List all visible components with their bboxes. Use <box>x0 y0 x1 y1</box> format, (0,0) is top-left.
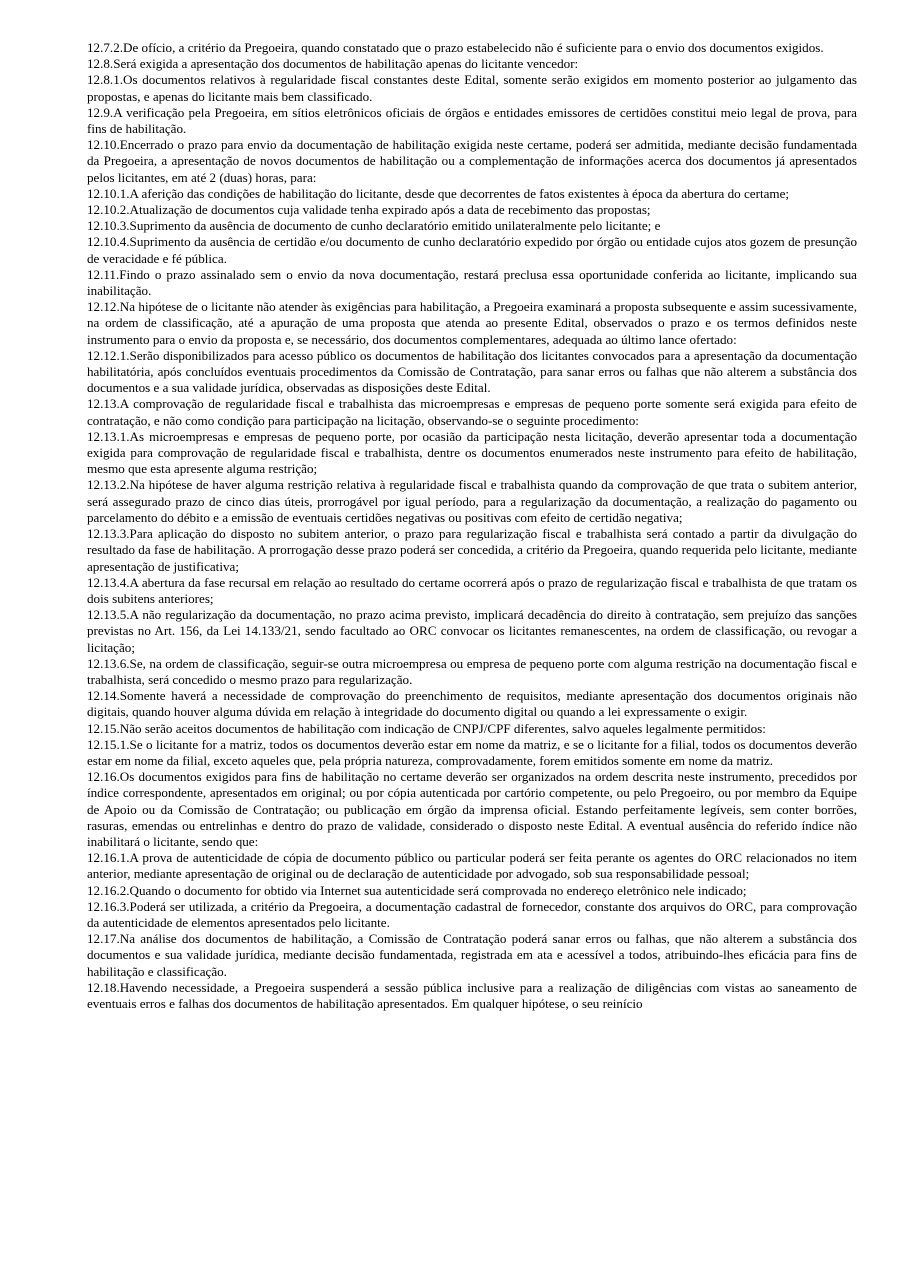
paragraph: 12.16.3.Poderá ser utilizada, a critério da Pregoeira, a documentação cadastral de fornecedor, constante dos arquivos do ORC, para comprovação da autenticidade de elementos apresentados pelo licitante. <box>87 898 857 930</box>
document-page <box>87 40 857 1012</box>
paragraph: 12.10.1.A aferição das condições de habilitação do licitante, desde que decorrentes de fatos existentes à época da abertura do certame; <box>87 185 790 201</box>
paragraph: 12.16.Os documentos exigidos para fins de habilitação no certame deverão ser organizados na ordem descrita neste instrumento, precedidos por índice correspondente, apresentados em original; ou por cópia autenticada por cartório competente, ou pelo Pregoeiro, ou por membro da Equipe de Apoio ou da Comissão de Contratação; ou publicação em órgão da imprensa oficial. Estando perfeitamente legíveis, sem conter borrões, rasuras, emendas ou entrelinhas e dentro do prazo de validade, considerado o disposto neste Edital. A eventual ausência do referido índice não inabilitará o licitante, sendo que: <box>87 769 857 849</box>
paragraph: 12.10.2.Atualização de documentos cuja validade tenha expirado após a data de recebimento das propostas; <box>87 202 651 218</box>
paragraph: 12.7.2.De ofício, a critério da Pregoeira, quando constatado que o prazo estabelecido não é suficiente para o envio dos documentos exigidos. <box>87 40 824 55</box>
paragraph: 12.15.Não serão aceitos documentos de habilitação com indicação de CNPJ/CPF diferentes, salvo aqueles legalmente permitidos: <box>87 720 766 736</box>
paragraph: 12.10.4.Suprimento da ausência de certidão e/ou documento de cunho declaratório expedido por órgão ou entidade cujos atos gozem de presunção de veracidade e fé pública. <box>87 234 857 266</box>
paragraph: 12.13.3.Para aplicação do disposto no subitem anterior, o prazo para regularização fiscal e trabalhista será contado a partir da divulgação do resultado da fase de habilitação. A prorrogação desse prazo poderá ser concedida, a critério da Pregoeira, quando requerida pelo licitante, mediante apresentação de justificativa; <box>87 526 857 574</box>
paragraph: 12.14.Somente haverá a necessidade de comprovação do preenchimento de requisitos, mediante apresentação dos documentos originais não digitais, quando houver alguma dúvida em relação à integridade do documento digital ou quando a lei expressamente o exigir. <box>87 688 857 720</box>
paragraph: 12.10.3.Suprimento da ausência de documento de cunho declaratório emitido unilateralmente pelo licitante; e <box>87 218 661 234</box>
paragraph: 12.8.1.Os documentos relativos à regularidade fiscal constantes deste Edital, somente serão exigidos em momento posterior ao julgamento das propostas, e apenas do licitante mais bem classificado. <box>87 72 857 104</box>
paragraph: 12.9.A verificação pela Pregoeira, em sítios eletrônicos oficiais de órgãos e entidades emissores de certidões constitui meio legal de prova, para fins de habilitação. <box>87 104 857 137</box>
paragraph: 12.13.1.As microempresas e empresas de pequeno porte, por ocasião da participação nesta licitação, deverão apresentar toda a documentação exigida para comprovação de regularidade fiscal e trabalhista, dentre os documentos enumerados neste instrumento para efeito de habilitação, mesmo que esta apresente alguma restrição; <box>87 428 857 477</box>
paragraph: 12.16.1.A prova de autenticidade de cópia de documento público ou particular poderá ser feita perante os agentes do ORC relacionados no item anterior, mediante apresentação de original ou de declaração de autenticidade por advogado, sob sua responsabilidade pessoal; <box>87 850 857 882</box>
paragraph: 12.18.Havendo necessidade, a Pregoeira suspenderá a sessão pública inclusive para a realização de diligências com vistas ao saneamento de eventuais erros e falhas dos documentos de habilitação apresentados. Em qualquer hipótese, o seu reinício <box>87 979 857 1011</box>
paragraph: 12.12.Na hipótese de o licitante não atender às exigências para habilitação, a Pregoeira examinará a proposta subsequente e assim sucessivamente, na ordem de classificação, até a apuração de uma proposta que atenda ao presente Edital, observados o prazo e os termos definidos neste instrumento para o envio da proposta e, se necessário, dos documentos complementares, adequada ao último lance ofertado: <box>87 299 857 347</box>
paragraph: 12.10.Encerrado o prazo para envio da documentação de habilitação exigida neste certame, poderá ser admitida, mediante decisão fundamentada da Pregoeira, a apresentação de novos documentos de habilitação ou a complementação de informações acerca dos documentos já apresentados pelos licitantes, em até 2 (duas) horas, para: <box>87 137 857 185</box>
paragraph: 12.16.2.Quando o documento for obtido via Internet sua autenticidade será comprovada no endereço eletrônico nele indicado; <box>87 882 747 898</box>
paragraph: 12.15.1.Se o licitante for a matriz, todos os documentos deverão estar em nome da matriz, e se o licitante for a filial, todos os documentos deverão estar em nome da filial, exceto aqueles que, pela própria natureza, comprovadamente, forem emitidos somente em nome da matriz. <box>87 736 857 768</box>
paragraph: 12.8.Será exigida a apresentação dos documentos de habilitação apenas do licitante vencedor: <box>87 56 579 72</box>
paragraph: 12.17.Na análise dos documentos de habilitação, a Comissão de Contratação poderá sanar erros ou falhas, que não alterem a substância dos documentos e sua validade jurídica, mediante decisão fundamentada, registrada em ata e acessível a todos, atribuindo-lhes eficácia para fins de habilitação e classificação. <box>87 931 857 979</box>
paragraph: 12.13.4.A abertura da fase recursal em relação ao resultado do certame ocorrerá após o prazo de regularização fiscal e trabalhista de que tratam os dois subitens anteriores; <box>87 574 857 606</box>
paragraph: 12.11.Findo o prazo assinalado sem o envio da nova documentação, restará preclusa essa oportunidade conferida ao licitante, implicando sua inabilitação. <box>87 266 857 299</box>
paragraph: 12.13.A comprovação de regularidade fiscal e trabalhista das microempresas e empresas de pequeno porte somente será exigida para efeito de contratação, e não como condição para participação na licitação, observando-se o seguinte procedimento: <box>87 396 857 428</box>
paragraph: 12.12.1.Serão disponibilizados para acesso público os documentos de habilitação dos licitantes convocados para a apresentação da documentação habilitatória, após concluídos eventuais procedimentos da Comissão de Contratação, para sanar erros ou falhas que não alterem a substância dos documentos e a sua validade jurídica, observadas as disposições deste Edital. <box>87 347 857 396</box>
paragraph: 12.13.6.Se, na ordem de classificação, seguir-se outra microempresa ou empresa de pequeno porte com alguma restrição na documentação fiscal e trabalhista, será concedido o mesmo prazo para regularização. <box>87 655 857 687</box>
paragraph: 12.13.5.A não regularização da documentação, no prazo acima previsto, implicará decadência do direito à contratação, sem prejuízo das sanções previstas no Art. 156, da Lei 14.133/21, sendo facultado ao ORC convocar os licitantes remanescentes, na ordem de classificação, ou revogar a licitação; <box>87 607 857 655</box>
paragraph: 12.13.2.Na hipótese de haver alguma restrição relativa à regularidade fiscal e trabalhista quando da comprovação de que trata o subitem anterior, será assegurado prazo de cinco dias úteis, prorrogável por igual período, para a regularização da documentação, a realização do pagamento ou parcelamento do débito e a emissão de eventuais certidões negativas ou positivas com efeito de certidão negativa; <box>87 477 857 525</box>
